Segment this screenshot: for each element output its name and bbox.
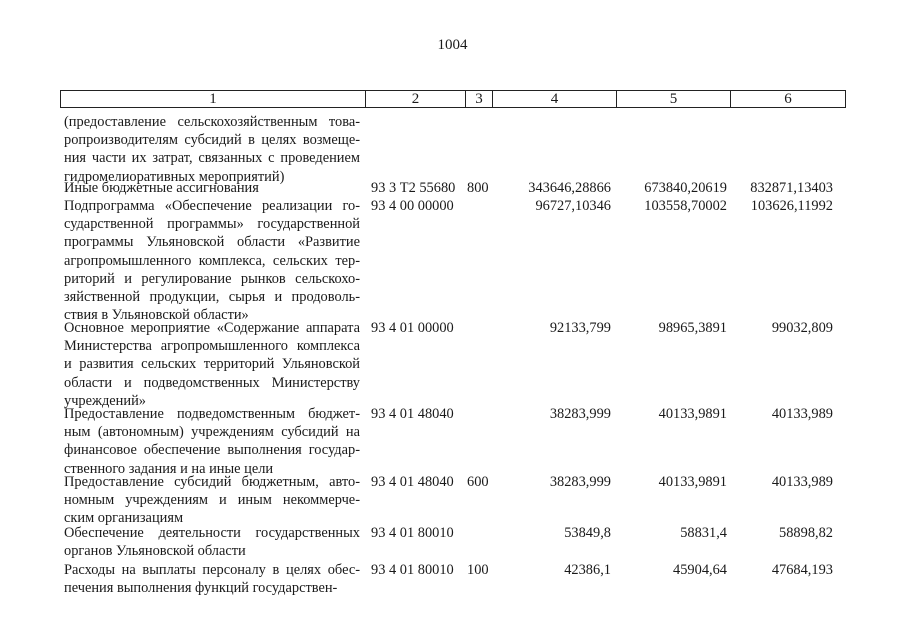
row-code: 93 4 01 80010 bbox=[371, 525, 454, 541]
row-code: 93 4 00 00000 bbox=[371, 198, 454, 214]
description-line: ственного задания и на иные цели bbox=[64, 460, 274, 477]
description-line: номным учреждениям и иным некоммерче- bbox=[64, 492, 360, 509]
row-value-col6: 40133,989 bbox=[771, 474, 833, 490]
description-line: ным (автономным) учреждениям субсидий на bbox=[64, 424, 360, 441]
description-line: Подпрограмма «Обеспечение реализации го- bbox=[64, 198, 360, 214]
row-value-col4: 38283,999 bbox=[549, 406, 611, 422]
row-description bbox=[64, 561, 360, 597]
row-value-col6: 47684,193 bbox=[771, 562, 833, 578]
description-line: программы Ульяновской области «Развитие bbox=[64, 234, 360, 251]
description-line: ствия в Ульяновской области» bbox=[64, 307, 249, 324]
description-line: гидромелиоративных мероприятий) bbox=[64, 168, 285, 185]
row-description bbox=[64, 473, 360, 528]
header-col-3: 3 bbox=[466, 91, 493, 107]
row-code: 93 4 01 48040 bbox=[371, 474, 454, 490]
row-value-col6: 103626,11992 bbox=[750, 198, 833, 214]
description-line: Основное мероприятие «Содержание аппарата bbox=[64, 320, 360, 336]
description-line: сударственной программы» государственной bbox=[64, 216, 360, 233]
row-value-col5: 45904,64 bbox=[673, 562, 727, 578]
row-code: 93 4 01 48040 bbox=[371, 406, 454, 422]
row-description bbox=[64, 113, 360, 186]
row-value-col4: 38283,999 bbox=[549, 474, 611, 490]
row-value-col5: 98965,3891 bbox=[658, 320, 727, 336]
row-value-col4: 53849,8 bbox=[564, 525, 611, 541]
row-code: 93 4 01 80010 bbox=[371, 562, 454, 578]
description-line: ропроизводителям субсидий в целях возмеще- bbox=[64, 132, 360, 149]
row-expense-type: 800 bbox=[467, 180, 489, 196]
row-value-col4: 92133,799 bbox=[549, 320, 611, 336]
row-value-col4: 42386,1 bbox=[564, 562, 611, 578]
table-header bbox=[60, 90, 846, 108]
row-value-col5: 40133,9891 bbox=[658, 406, 727, 422]
row-description bbox=[64, 319, 360, 410]
header-col-4: 4 bbox=[493, 91, 617, 107]
description-line: агропромышленного комплекса, сельских тер- bbox=[64, 252, 360, 269]
description-line: Расходы на выплаты персоналу в целях обес- bbox=[64, 562, 360, 578]
row-description bbox=[64, 197, 360, 324]
description-line: Министерства агропромышленного комплекса bbox=[64, 338, 360, 355]
row-value-col4: 96727,10346 bbox=[535, 198, 611, 214]
description-line: риторий и регулирование рынков сельскохо- bbox=[64, 270, 360, 287]
description-line: Иные бюджетные ассигнования bbox=[64, 180, 259, 196]
description-line: финансовое обеспечение выполнения государ- bbox=[64, 442, 360, 459]
description-line: учреждений» bbox=[64, 392, 146, 409]
row-value-col5: 103558,70002 bbox=[644, 198, 727, 214]
header-col-2: 2 bbox=[366, 91, 466, 107]
row-value-col4: 343646,28866 bbox=[528, 180, 611, 196]
description-line: и развития сельских территорий Ульяновской bbox=[64, 356, 360, 373]
description-line: ским организациям bbox=[64, 510, 184, 527]
row-description bbox=[64, 179, 360, 197]
row-value-col5: 58831,4 bbox=[680, 525, 727, 541]
row-expense-type: 100 bbox=[467, 562, 489, 578]
row-code: 93 3 Т2 55680 bbox=[371, 180, 456, 196]
description-line: печения выполнения функций государствен- bbox=[64, 580, 338, 597]
row-value-col5: 40133,9891 bbox=[658, 474, 727, 490]
row-expense-type: 600 bbox=[467, 474, 489, 490]
row-value-col6: 99032,809 bbox=[771, 320, 833, 336]
row-value-col6: 832871,13403 bbox=[750, 180, 833, 196]
header-col-1: 1 bbox=[61, 91, 366, 107]
description-line: ния части их затрат, связанных с проведением bbox=[64, 150, 360, 167]
header-col-5: 5 bbox=[617, 91, 731, 107]
description-line: Предоставление субсидий бюджетным, авто- bbox=[64, 474, 360, 490]
page-number: 1004 bbox=[437, 37, 468, 53]
description-line: области и подведомственных Министерству bbox=[64, 374, 360, 391]
row-code: 93 4 01 00000 bbox=[371, 320, 454, 336]
description-line: органов Ульяновской области bbox=[64, 543, 246, 560]
description-line: (предоставление сельскохозяйственным това- bbox=[64, 114, 360, 130]
header-col-6: 6 bbox=[784, 91, 792, 107]
description-line: Предоставление подведомственным бюджет- bbox=[64, 406, 360, 422]
description-line: Обеспечение деятельности государственных bbox=[64, 525, 360, 541]
row-value-col6: 58898,82 bbox=[779, 525, 833, 541]
row-description bbox=[64, 524, 360, 560]
row-value-col6: 40133,989 bbox=[771, 406, 833, 422]
row-value-col5: 673840,20619 bbox=[644, 180, 727, 196]
row-description bbox=[64, 405, 360, 478]
description-line: зяйственной продукции, сырья и продоволь- bbox=[64, 289, 360, 306]
